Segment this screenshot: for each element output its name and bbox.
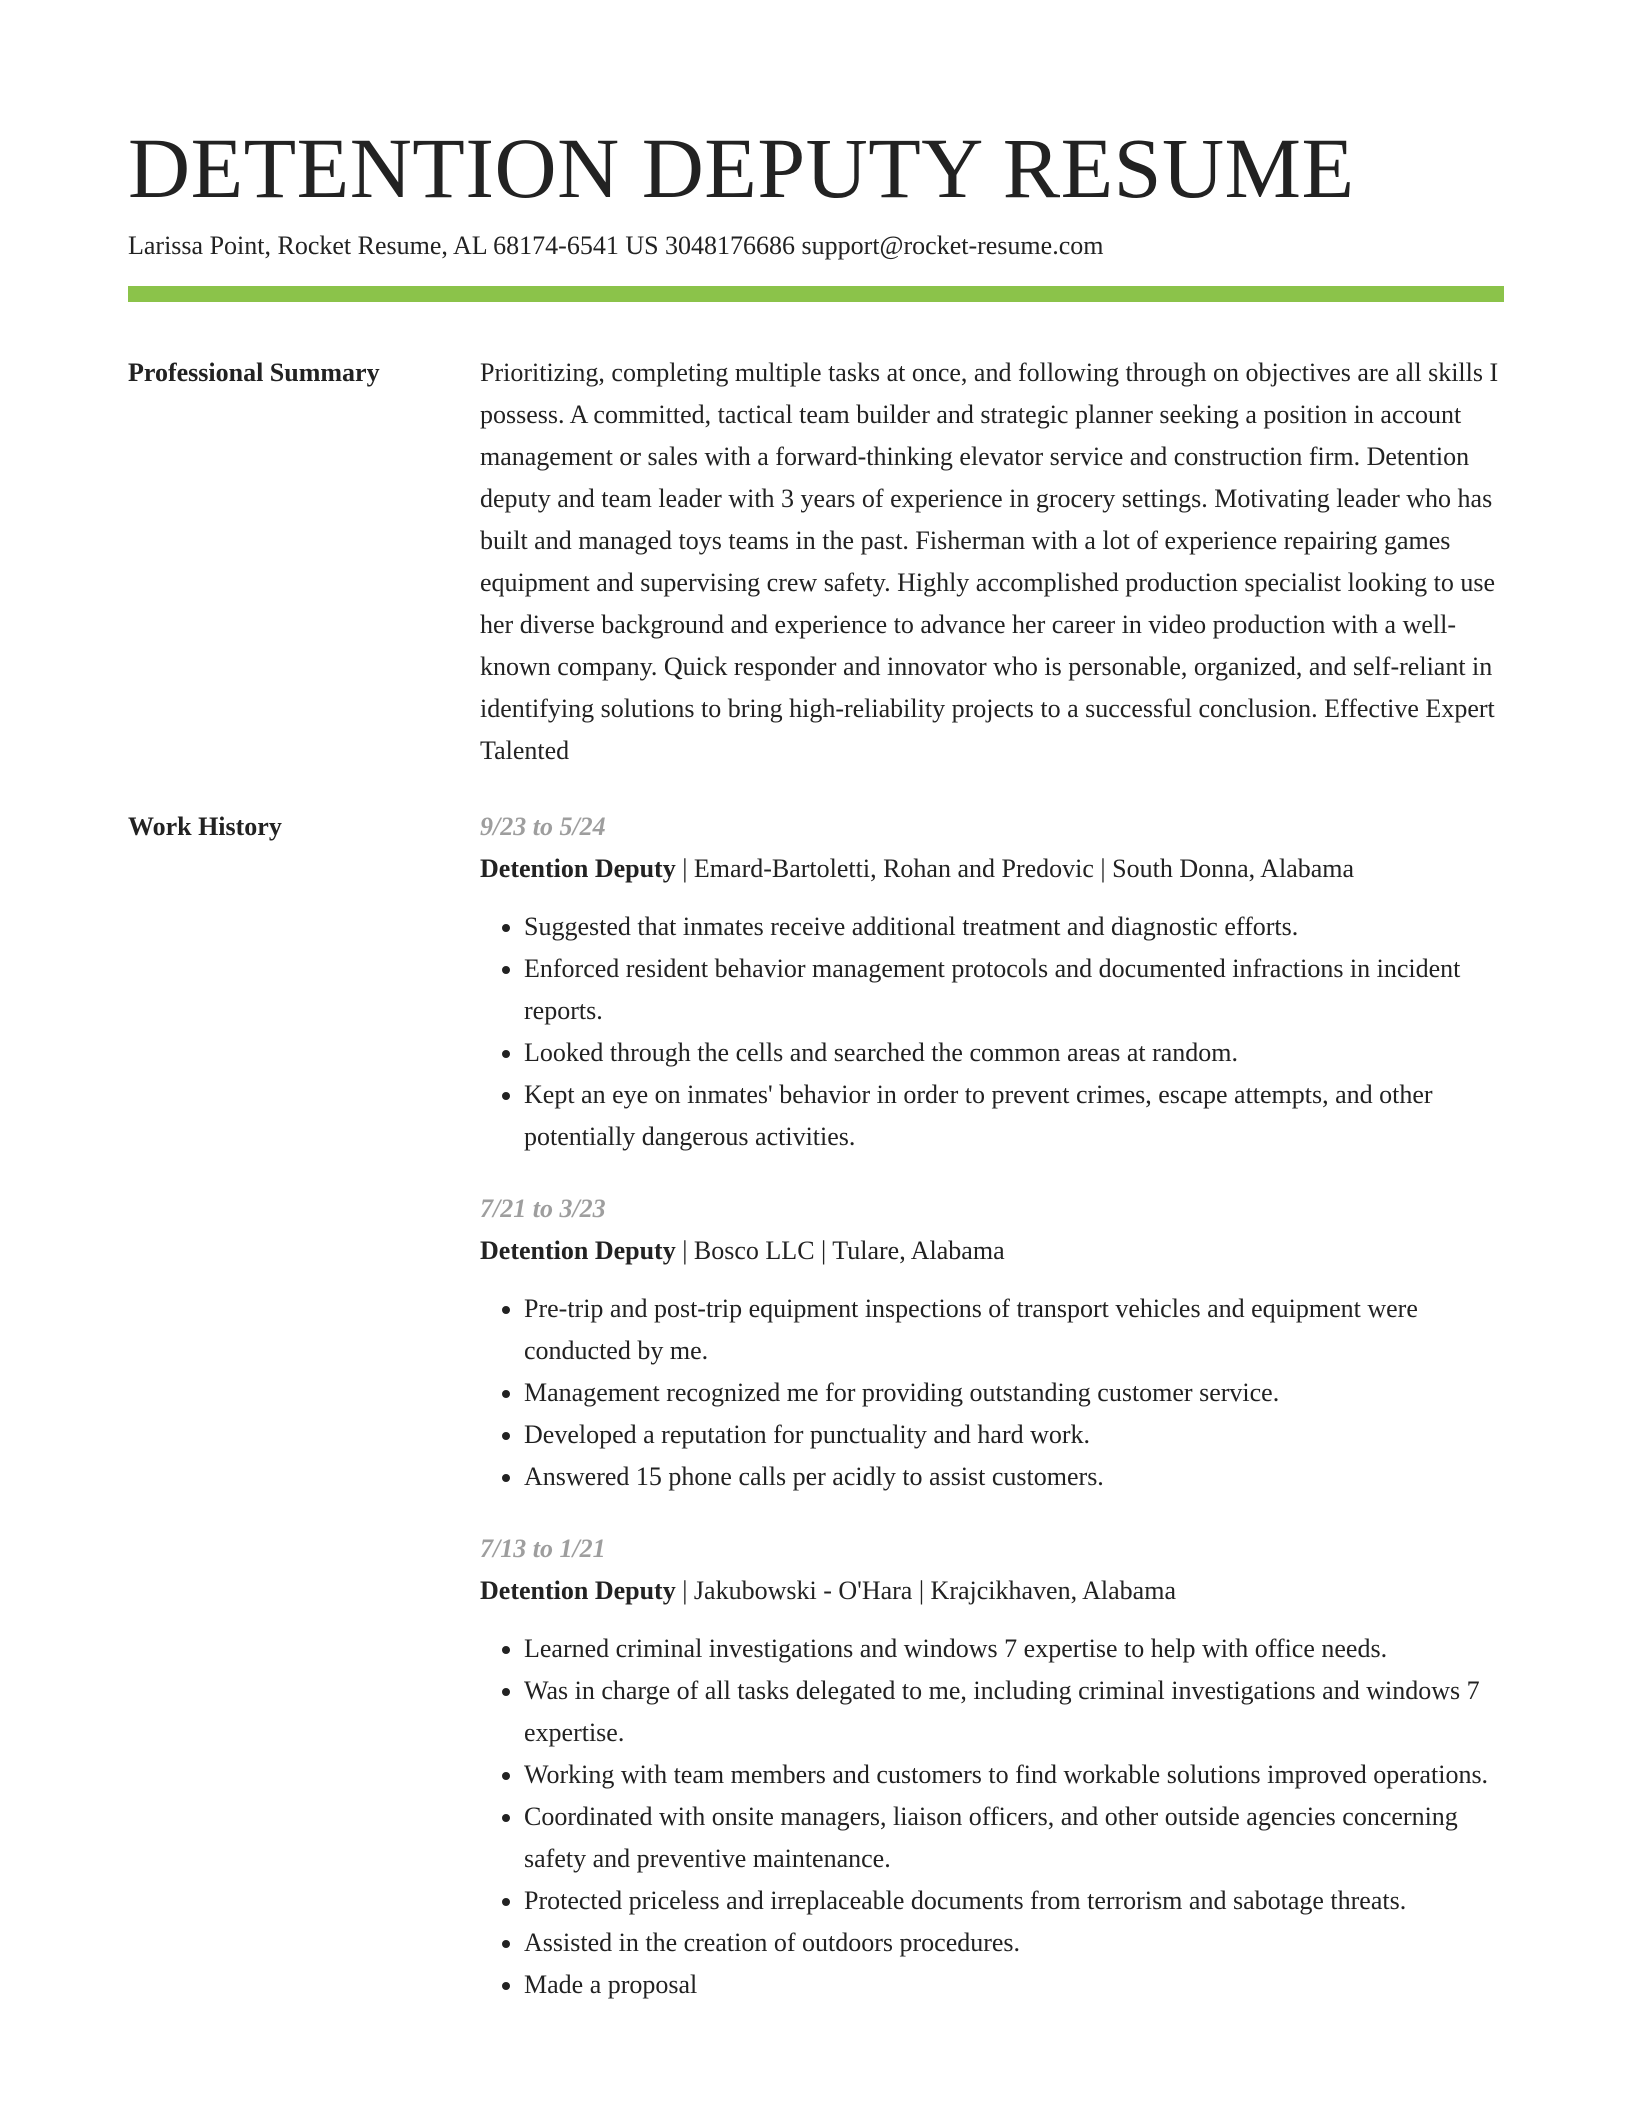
job-bullets <box>480 906 1504 1158</box>
job-bullet: • Learned criminal investigations and windows 7 expertise to help with office needs. <box>524 1628 1504 1670</box>
contact-line: Larissa Point, Rocket Resume, AL 68174-6541 US 3048176686 support@rocket-resume.com <box>128 231 1104 260</box>
job-title: Detention Deputy <box>480 1576 676 1605</box>
professional-summary-section <box>128 352 1504 772</box>
job-entry <box>480 1188 1504 1498</box>
job-bullet: • Suggested that inmates receive additional treatment and diagnostic efforts. <box>524 906 1504 948</box>
job-bullet: • Kept an eye on inmates' behavior in order to prevent crimes, escape attempts, and other potentially dangerous activities. <box>524 1074 1504 1158</box>
job-bullet: • Protected priceless and irreplaceable documents from terrorism and sabotage threats. <box>524 1880 1504 1922</box>
job-dates: 7/13 to 1/21 <box>480 1534 606 1563</box>
job-bullet: • Working with team members and customers to find workable solutions improved operations. <box>524 1754 1504 1796</box>
job-title: Detention Deputy <box>480 1236 676 1265</box>
job-heading <box>480 1570 1504 1612</box>
job-employer-location: | Bosco LLC | Tulare, Alabama <box>675 1236 1005 1265</box>
work-history-section <box>128 806 1504 2006</box>
job-bullets <box>480 1288 1504 1498</box>
job-bullet: • Looked through the cells and searched the common areas at random. <box>524 1032 1504 1074</box>
job-entry <box>480 1528 1504 2006</box>
section-label-summary: Professional Summary <box>128 358 380 387</box>
job-bullet: • Enforced resident behavior management protocols and documented infractions in incident reports. <box>524 948 1504 1032</box>
job-bullets <box>480 1628 1504 2006</box>
resume-title: DETENTION DEPUTY RESUME <box>128 120 1355 216</box>
job-bullet: • Coordinated with onsite managers, liaison officers, and other outside agencies concerning safety and preventive maintenance. <box>524 1796 1504 1880</box>
job-list <box>480 806 1504 2006</box>
job-bullet: • Answered 15 phone calls per acidly to assist customers. <box>524 1456 1504 1498</box>
job-employer-location: | Emard-Bartoletti, Rohan and Predovic | South Donna, Alabama <box>675 854 1355 883</box>
job-entry <box>480 806 1504 1158</box>
job-bullet: • Pre-trip and post-trip equipment inspections of transport vehicles and equipment were conducted by me. <box>524 1288 1504 1372</box>
job-dates: 9/23 to 5/24 <box>480 812 606 841</box>
job-bullet: • Made a proposal <box>524 1964 1504 2006</box>
resume-page <box>128 118 1504 2006</box>
job-bullet: • Assisted in the creation of outdoors procedures. <box>524 1922 1504 1964</box>
job-dates: 7/21 to 3/23 <box>480 1194 606 1223</box>
job-bullet: • Management recognized me for providing outstanding customer service. <box>524 1372 1504 1414</box>
job-employer-location: | Jakubowski - O'Hara | Krajcikhaven, Alabama <box>675 1576 1176 1605</box>
section-label-work-history: Work History <box>128 812 282 841</box>
job-bullet: • Developed a reputation for punctuality and hard work. <box>524 1414 1504 1456</box>
summary-text: Prioritizing, completing multiple tasks at once, and following through on objectives are all skills I possess. A committed, tactical team builder and strategic planner seeking a position in account management or sales with a forward-thinking elevator service and construction firm. Detention deputy and team leader with 3 years of experience in grocery settings. Motivating leader who has built and managed toys teams in the past. Fisherman with a lot of experience repairing games equipment and supervising crew safety. Highly accomplished production specialist looking to use her diverse background and experience to advance her career in video production with a well-known company. Quick responder and innovator who is personable, organized, and self-reliant in identifying solutions to bring high-reliability projects to a successful conclusion. Effective Expert Talented <box>480 358 1499 765</box>
job-heading <box>480 848 1504 890</box>
header-divider <box>128 286 1504 302</box>
job-heading <box>480 1230 1504 1272</box>
job-title: Detention Deputy <box>480 854 676 883</box>
job-bullet: • Was in charge of all tasks delegated to me, including criminal investigations and windows 7 expertise. <box>524 1670 1504 1754</box>
